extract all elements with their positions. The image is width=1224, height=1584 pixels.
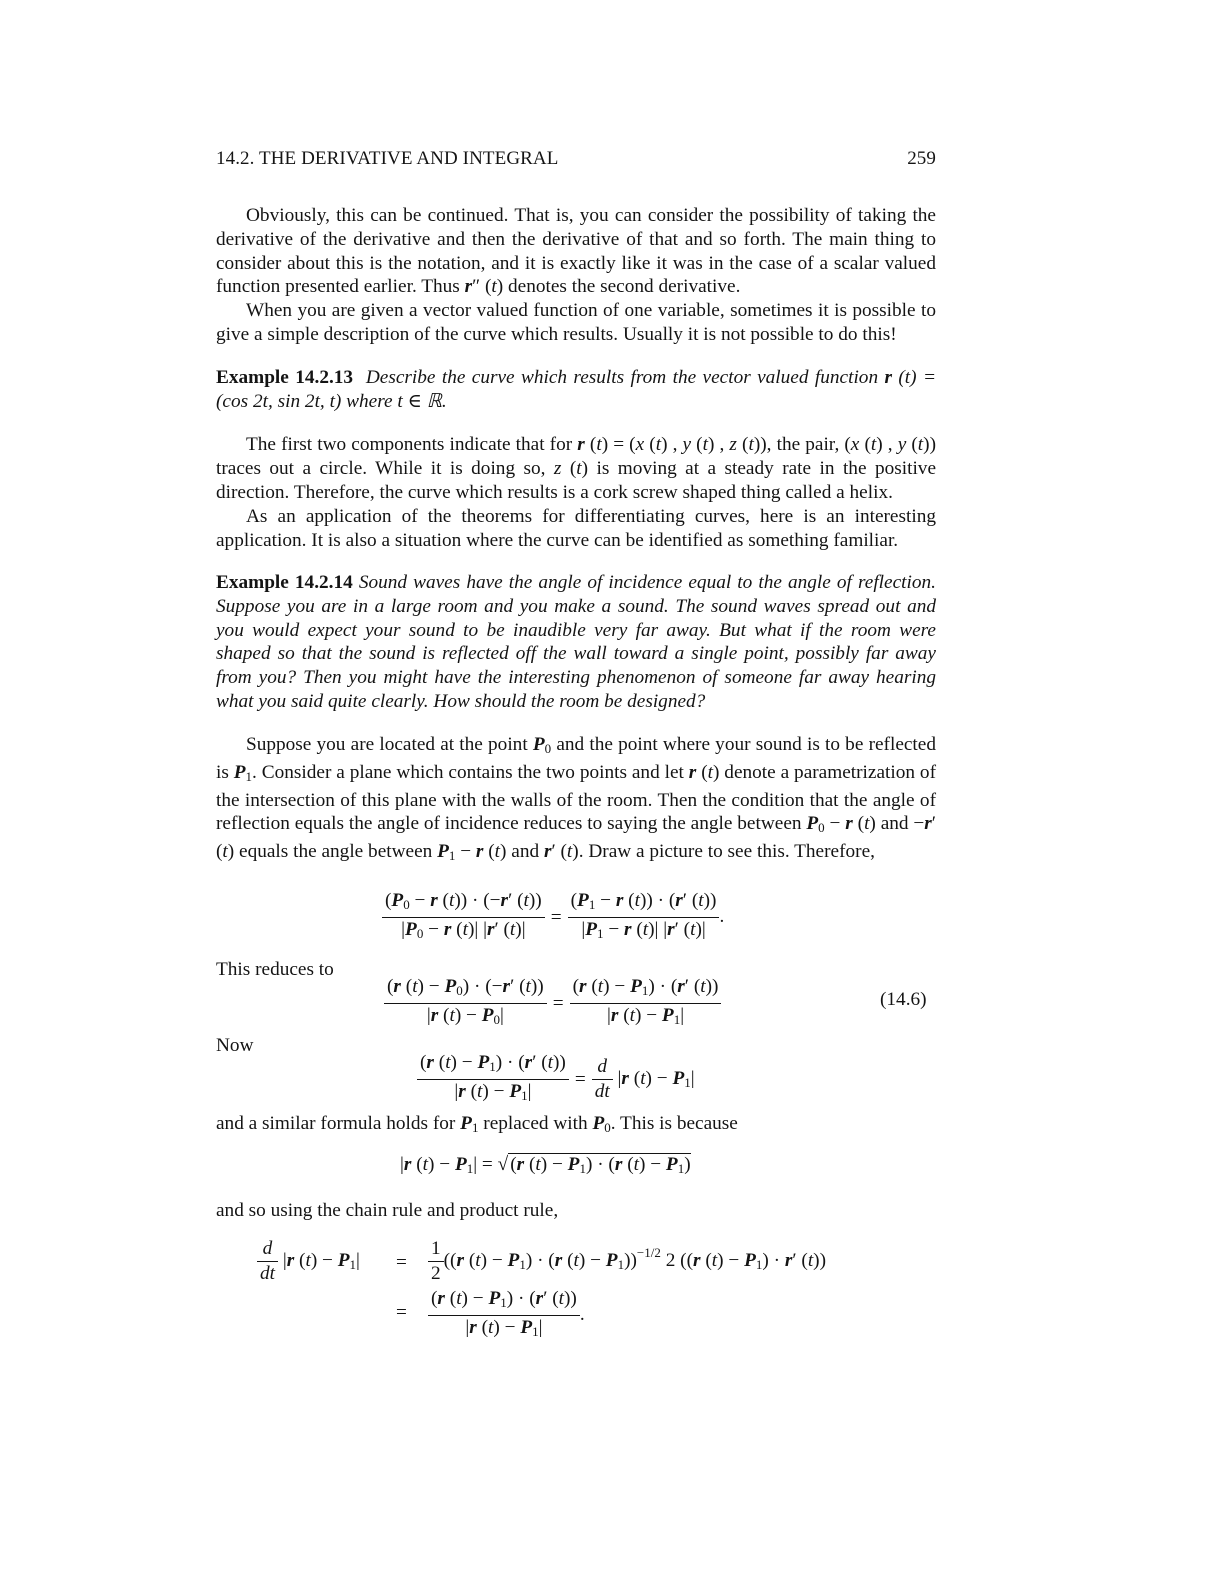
equation-derivative-norm: $\frac{(r (t) - P_1) \cdot (r' (t))}{|r (t) - P_1|}$ = $\frac{d}{dt}$ |r $(t) - P_1|$ [417,1051,695,1108]
paragraph-vector-curve: When you are given a vector valued function of one variable, sometimes it is possible to give a simple description of the curve which results. Usually it is not possible to do this! [216,300,936,345]
example-label: Example 14.2.13 [216,367,354,388]
equation-chain-rule-rhs-1: $\frac{1}{2}$ ((r $(t) - P_1) \cdot (r$ $(t) - P_1))^{-1/2}$ 2 ((r $(t) - P_1) \cdot r'$ (t)) [428,1237,826,1286]
paragraph-helix: The first two components indicate that for r (t) = (x (t) , y (t) , z (t)), the pair, (x (t) , y (t)) traces out a circle. While it is doing so, z (t) is moving at a steady rate in the positive direction. Therefore, the curve which results is a cork screw shaped thing called a helix. [216,434,936,503]
example-14-2-14 [216,571,936,714]
equation-angle-equality: $\frac{(P_0 - r (t)) \cdot (-r' (t))}{|P_0 - r (t)| |r' (t)|}$ = $\frac{(P_1 - r (t)) \cdot (r' (t))}{|P_1 - r (t)| |r' (t)|}$ . [382,889,724,946]
paragraph-reflection-setup: Suppose you are located at the point $P_0$ and the point where your sound is to be reflected is $P_1$. Consider a plane which contains the two points and let r (t) denote a parametrization of the intersection of this plane with the walls of the room. Then the condition that the angle of reflection equals the angle of incidence reduces to saying the angle between $P_0 - r$ (t) and −r′ (t) equals the angle between $P_1 - r$ (t) and r′ (t). Draw a picture to see this. Therefore, [216,734,936,864]
paragraph-similar-formula: and a similar formula holds for $P_1$ replaced with $P_0$. This is because [216,1113,738,1135]
example-text: Sound waves have the angle of incidence equal to the angle of reflection. Suppose you are in a large room and you make a sound. The sound waves spread out and you would expect your sound to be inaudible very far away. But what if the room were shaped so that the sound is reflected off the wall toward a single point, possibly far away from you? Then you might have the interesting phenomenon of someone far away hearing what you said quite clearly. How should the room be designed? [216,572,936,712]
equation-chain-rule-line-1: $\frac{d}{dt}$ |r $(t) - P_1|$ [257,1237,360,1286]
paragraph-chain-rule: and so using the chain rule and product rule, [216,1200,559,1221]
equals-sign-2: = [396,1302,407,1323]
equation-norm-sqrt: |r $(t) - P_1|$ = √ (r $(t) - P_1) \cdot (r$ $(t) - P_1$) [400,1154,691,1176]
page-number: 259 [907,148,936,169]
example-14-2-13: Example 14.2.13 Describe the curve which results from the vector valued function r (t) = (cos 2t, sin 2t, t) where t ∈ ℝ. [216,367,936,412]
equation-chain-rule-rhs-2: $\frac{(r (t) - P_1) \cdot (r' (t))}{|r (t) - P_1|}$ . [428,1287,585,1344]
example-label: Example 14.2.14 [216,572,353,593]
running-header-section: 14.2. THE DERIVATIVE AND INTEGRAL [216,148,559,169]
label-now: Now [216,1035,254,1056]
equation-number: (14.6) [880,989,927,1010]
equals-sign-1: = [396,1252,407,1273]
paragraph-application: As an application of the theorems for differentiating curves, here is an interesting application. It is also a situation where the curve can be identified as something familiar. [216,506,936,551]
label-this-reduces-to: This reduces to [216,959,334,980]
paragraph-continuation: Obviously, this can be continued. That is, you can consider the possibility of taking the derivative of the derivative and then the derivative of that and so forth. The main thing to consider about this is the notation, and it is exactly like it was in the case of a scalar valued function presented earlier. Thus r″ (t) denotes the second derivative. [216,205,936,298]
equation-14-6: $\frac{(r (t) - P_0) \cdot (-r' (t))}{|r (t) - P_0|}$ = $\frac{(r (t) - P_1) \cdot (r' (t))}{|r (t) - P_1|}$ [384,975,721,1032]
